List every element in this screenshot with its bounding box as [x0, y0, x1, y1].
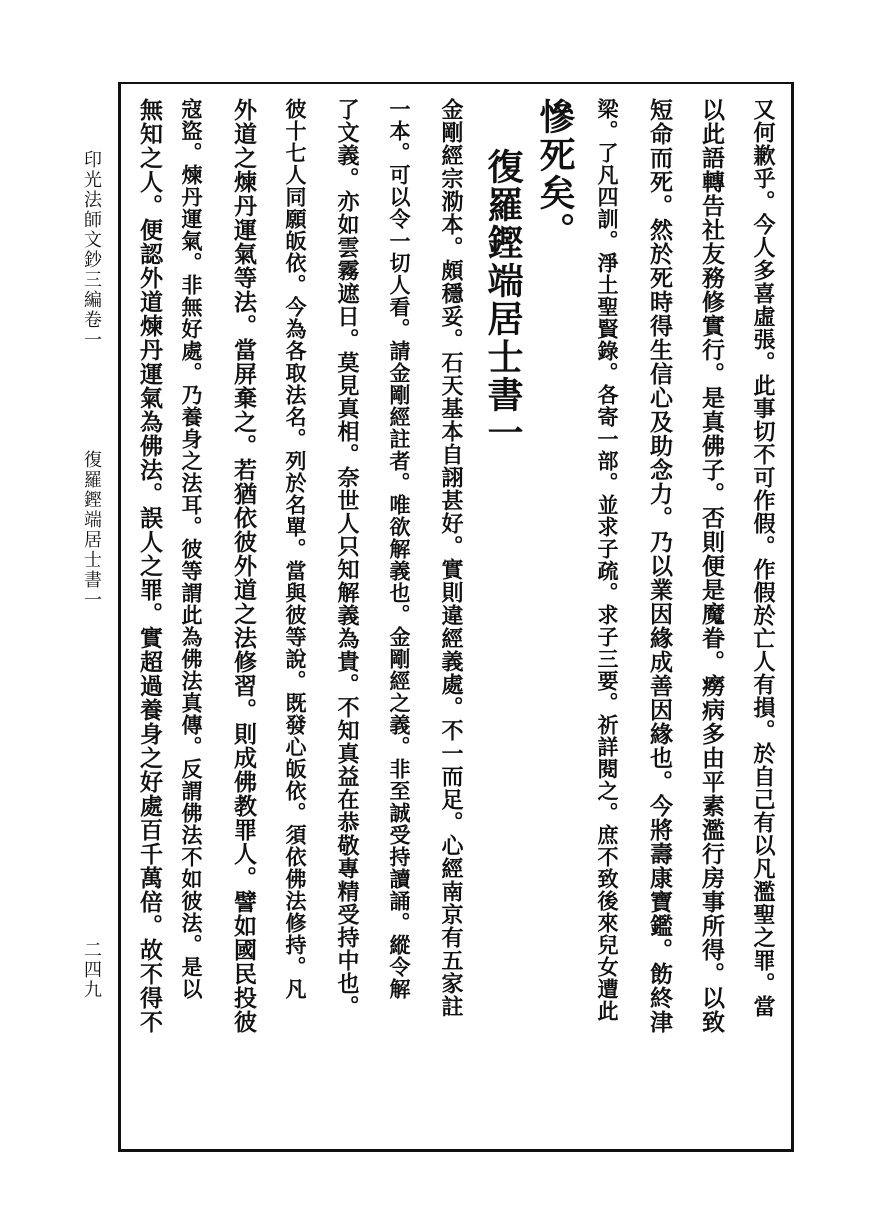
text-column: 慘死矣。 [534, 98, 576, 250]
text-column: 彼十七人同願皈依。今為各取法名。列於名單。當與彼等說。既發心皈依。須依佛法修持。凡 [283, 98, 308, 1000]
text-column: 短命而死。然於死時得生信心及助念力。乃以業因緣成善因緣也。今將壽康寶鑑。飭終津 [646, 98, 673, 1034]
text-column: 了文義。亦如雲霧遮日。莫見真相。奈世人只知解義為貴。不知真益在恭敬專精受持中也。 [334, 98, 360, 1018]
book-title: 印光法師文鈔三編卷一 [81, 150, 102, 350]
text-column: 金剛經宗泐本。頗穩妥。石天基本自詡甚好。實則違經義處。不一而足。心經南京有五家註 [438, 98, 464, 1018]
text-column: 梁。了凡四訓。淨土聖賢錄。各寄一部。並求子疏。求子三要。祈詳閱之。庶不致後來兒女遭此 [595, 98, 620, 1022]
text-column: 寇盜。煉丹運氣。非無好處。乃養身之法耳。彼等謂此為佛法真傳。反謂佛法不如彼法。是以 [179, 98, 204, 1000]
page-number: 二四九 [81, 940, 102, 1000]
text-column: 又何歉乎。今人多喜虛張。此事切不可作假。作假於亡人有損。於自己有以凡濫聖之罪。當 [750, 98, 776, 1018]
letter-heading: 復羅鏗端居士書一 [482, 148, 524, 452]
text-column: 一本。可以令一切人看。請金剛經註者。唯欲解義也。金剛經之義。非至誠受持讀誦。縱令解 [387, 98, 412, 1000]
text-column: 外道之煉丹運氣等法。當屏棄之。若猶依彼外道之法修習。則成佛教罪人。譬如國民投彼 [230, 98, 257, 1034]
page-margin [68, 150, 108, 1100]
article-title: 復羅鏗端居士書一 [81, 450, 102, 610]
text-column: 無知之人。便認外道煉丹運氣為佛法。誤人之罪。實超過養身之好處百千萬倍。故不得不 [136, 98, 163, 1034]
text-column: 以此語轉告社友務修實行。是真佛子。否則便是魔眷。癆病多由平素濫行房事所得。以致 [698, 98, 725, 1034]
